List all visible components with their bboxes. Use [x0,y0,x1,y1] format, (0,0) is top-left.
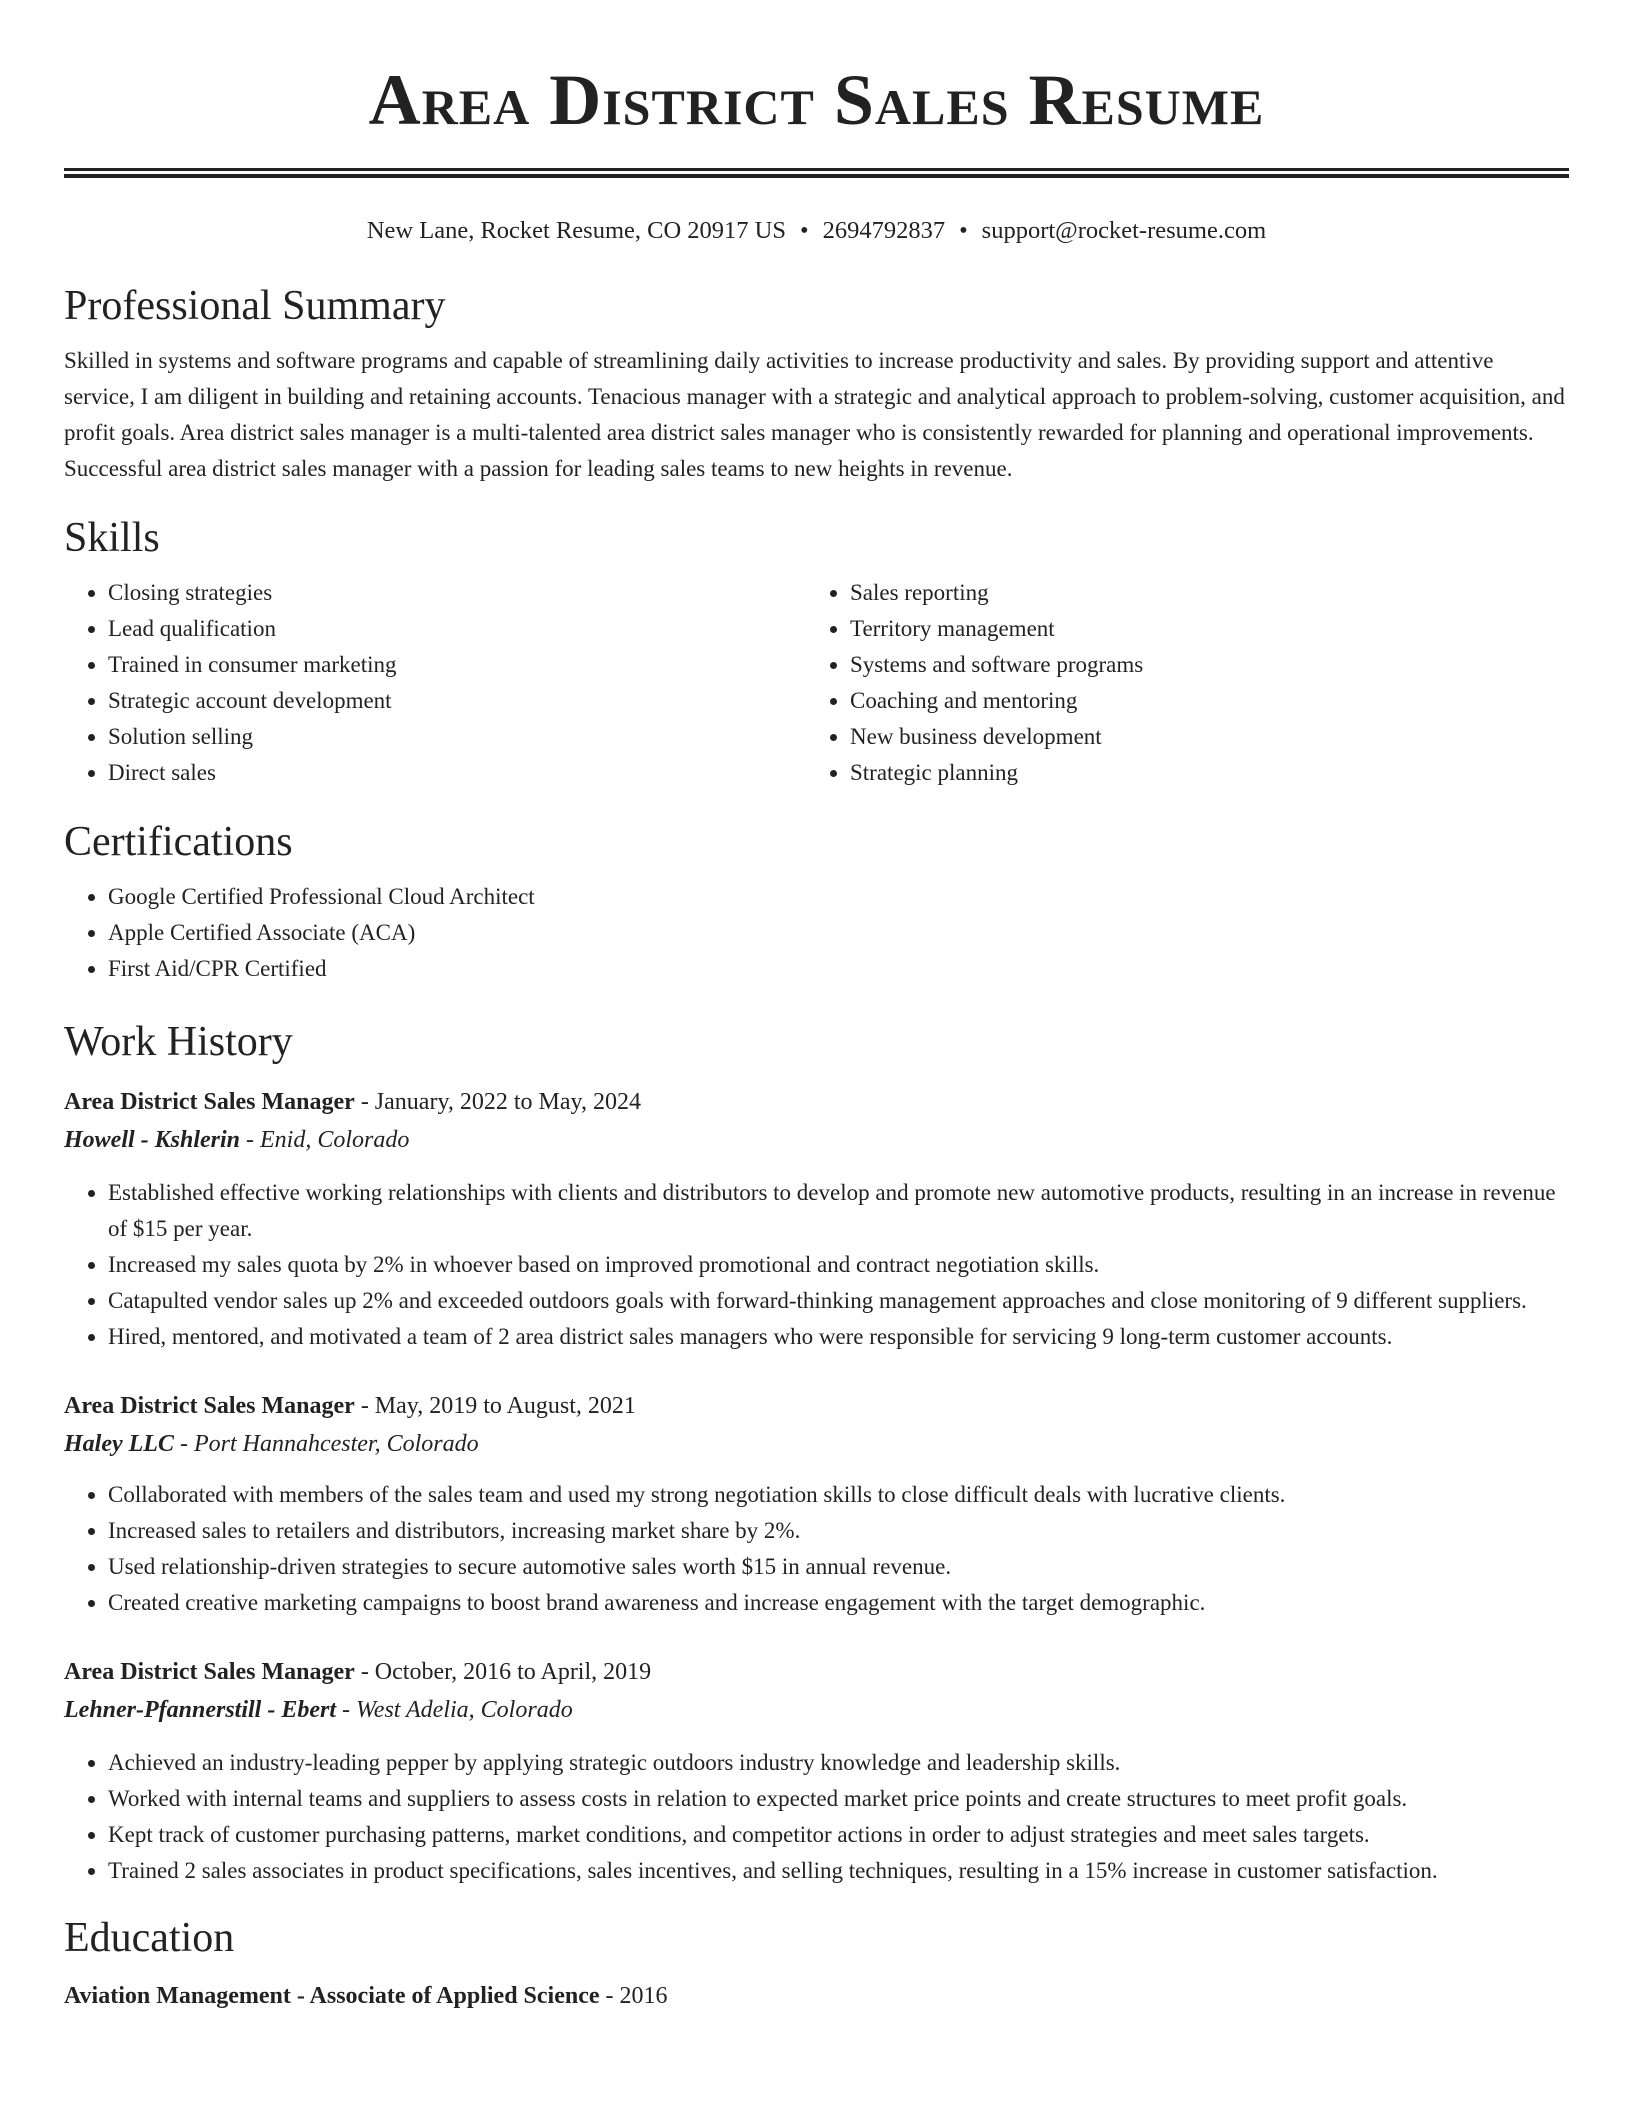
job-bullet: • Worked with internal teams and suppliers to assess costs in relation to expected market price points and create structures to meet profit goals. [108,1781,1569,1817]
certification-item: • First Aid/CPR Certified [108,951,1569,987]
job-company: Haley LLC [64,1431,174,1457]
job-title: Area District Sales Manager [64,1089,355,1115]
job-bullet: • Achieved an industry-leading pepper by applying strategic outdoors industry knowledge and leadership skills. [108,1745,1569,1781]
contact-line [64,214,1569,248]
skill-item: • Closing strategies [108,575,806,611]
work-history-heading: Work History [64,1019,293,1065]
education-year: - 2016 [599,1983,668,2009]
job-bullet: • Kept track of customer purchasing patterns, market conditions, and competitor actions in order to adjust strategies and meet sales targets. [108,1817,1569,1853]
job-entry [64,1387,1569,1621]
job-company-line [64,1121,1569,1159]
education-heading: Education [64,1915,235,1961]
job-bullet: • Created creative marketing campaigns to boost brand awareness and increase engagement with the target demographic. [108,1585,1569,1621]
title-divider [64,168,1569,178]
skill-item: • Trained in consumer marketing [108,647,806,683]
education-degree: Aviation Management - Associate of Applied Science [64,1983,600,2009]
job-bullet: • Used relationship-driven strategies to secure automotive sales worth $15 in annual revenue. [108,1549,1569,1585]
job-company: Howell - Kshlerin [64,1127,241,1153]
skill-item: • Territory management [850,611,1548,647]
skill-item: • Lead qualification [108,611,806,647]
skill-item: • Strategic account development [108,683,806,719]
job-location: - Enid, Colorado [240,1127,410,1153]
job-title: Area District Sales Manager [64,1659,355,1685]
certification-item: • Google Certified Professional Cloud Architect [108,879,1569,915]
resume-page [64,0,1569,2015]
job-dates: - May, 2019 to August, 2021 [354,1393,636,1419]
contact-phone: 2694792837 [822,217,946,244]
job-bullet: • Increased my sales quota by 2% in whoever based on improved promotional and contract negotiation skills. [108,1247,1569,1283]
job-bullet: • Increased sales to retailers and distributors, increasing market share by 2%. [108,1513,1569,1549]
skill-item: • Coaching and mentoring [850,683,1548,719]
job-dates: - October, 2016 to April, 2019 [354,1659,652,1685]
job-company-line [64,1425,1569,1463]
job-bullets [64,1477,1569,1621]
job-bullet: • Established effective working relationships with clients and distributors to develop and promote new automotive products, resulting in an increase in revenue of $15 per year. [108,1175,1569,1247]
job-location: - West Adelia, Colorado [336,1697,573,1723]
job-bullets [64,1745,1569,1889]
job-entry [64,1653,1569,1889]
contact-email: support@rocket-resume.com [981,217,1267,244]
job-company: Lehner-Pfannerstill - Ebert [64,1697,337,1723]
skill-item: • New business development [850,719,1548,755]
skills-list [64,575,1569,791]
job-title-line [64,1387,1569,1425]
job-entry [64,1083,1569,1355]
skill-item: • Solution selling [108,719,806,755]
skills-left-column [64,575,806,791]
job-bullet: • Catapulted vendor sales up 2% and exceeded outdoors goals with forward-thinking management approaches and close monitoring of 9 different suppliers. [108,1283,1569,1319]
skill-item: • Sales reporting [850,575,1548,611]
skill-item: • Strategic planning [850,755,1548,791]
skills-right-column [806,575,1548,791]
job-bullets [64,1175,1569,1355]
contact-separator: • [800,217,809,244]
contact-separator: • [959,217,968,244]
resume-title: Area District Sales Resume [368,60,1265,140]
summary-heading: Professional Summary [64,283,446,329]
summary-text: Skilled in systems and software programs and capable of streamlining daily activities to increase productivity and sales. By providing support and attentive service, I am diligent in building and retaining accounts. Tenacious manager with a strategic and analytical approach to problem-solving, customer acquisition, and profit goals. Area district sales manager is a multi-talented area district sales manager who is consistently rewarded for planning and operational improvements. Successful area district sales manager with a passion for leading sales teams to new heights in revenue. [64,348,1565,481]
skill-item: • Systems and software programs [850,647,1548,683]
contact-address: New Lane, Rocket Resume, CO 20917 US [366,217,786,244]
job-location: - Port Hannahcester, Colorado [173,1431,479,1457]
job-bullet: • Hired, mentored, and motivated a team of 2 area district sales managers who were responsible for servicing 9 long-term customer accounts. [108,1319,1569,1355]
job-bullet: • Trained 2 sales associates in product specifications, sales incentives, and selling techniques, resulting in a 15% increase in customer satisfaction. [108,1853,1569,1889]
certifications-heading: Certifications [64,819,293,865]
job-dates: - January, 2022 to May, 2024 [354,1089,641,1115]
job-title: Area District Sales Manager [64,1393,355,1419]
job-bullet: • Collaborated with members of the sales team and used my strong negotiation skills to close difficult deals with lucrative clients. [108,1477,1569,1513]
skill-item: • Direct sales [108,755,806,791]
education-entry [64,1977,1569,2015]
certification-item: • Apple Certified Associate (ACA) [108,915,1569,951]
job-title-line [64,1653,1569,1691]
certifications-list [64,879,1569,987]
job-company-line [64,1691,1569,1729]
job-title-line [64,1083,1569,1121]
skills-heading: Skills [64,515,160,561]
